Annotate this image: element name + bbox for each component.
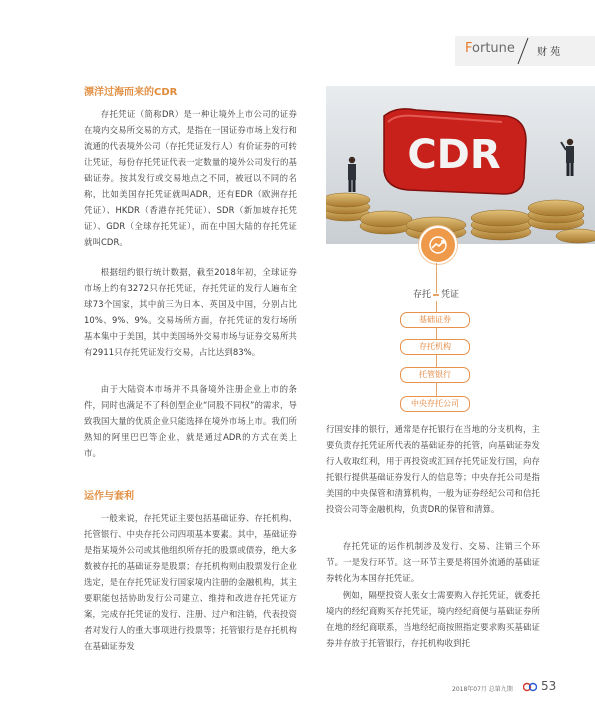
diagram-item-depositary: 存托机构 (400, 339, 470, 355)
trend-chart-icon (428, 235, 448, 255)
paragraph-mechanism: 存托凭证的运作机制涉及发行、交易、注销三个环节。一是发行环节。这一环节主要是将国外流通的基础证券转化为本国存托凭证。 (326, 541, 540, 583)
dr-elements-diagram (326, 226, 540, 416)
paragraph-example: 例如，隔壁投资人张女士需要购入存托凭证，就委托境内的经纪商购买存托凭证，境内经纪商便与基础证券所在地的经纪商联系，当地经纪商按照指定要求购买基础证券并存放于托管银行，存托机构收到托 (326, 590, 540, 648)
diagram-label-part2: 凭证 (441, 290, 460, 300)
diagram-item-basic-securities: 基础证券 (400, 312, 470, 328)
diagram-circle-badge (419, 226, 457, 264)
paragraph-intro: 存托凭证（简称DR）是一种让境外上市公司的证券在境内交易所交易的方式，是指在一国证券市场上发行和流通的代表境外公司（存托凭证发行人）有价证券的可转让凭证，每份存托凭证代表一定数量的境外公司发行的基础证券。按其发行或交易地点之不同，被冠以不同的名称，比如美国存托凭证就叫ADR，还有EDR（欧洲存托凭证）、HKDR（香港存托凭证）、SDR（新加坡存托凭证）、GDR（全球存托凭证），而在中国大陆的存托凭证就叫CDR。 (84, 109, 297, 247)
section-title-cdr: 漂洋过海而来的CDR (84, 87, 178, 98)
footer-issue: 2018年07月 总第九期 (452, 686, 513, 693)
brand-initial: F (465, 41, 473, 56)
brand-name (465, 41, 515, 56)
cdr-sign-text: CDR (407, 132, 501, 178)
paragraph-adr: 由于大陆资本市场并不具备境外注册企业上市的条件，同时也满足不了科创型企业“同股不同权”的需求，导致我国大量的优质企业只能选择在境外市场上市。我们所熟知的阿里巴巴等企业，就是通过ADR的方式在美上市。 (84, 384, 297, 458)
label-separator (433, 294, 439, 296)
section-title-operation: 运作与套利 (84, 491, 134, 502)
brand-rest: ortune (472, 41, 515, 56)
magazine-logo-icon (523, 682, 537, 692)
diagram-item-custodian-bank: 托管银行 (400, 367, 470, 383)
diagram-label (409, 287, 463, 300)
divider-slash (517, 37, 529, 65)
cdr-coins-illustration (326, 86, 595, 244)
section-header (455, 36, 595, 66)
paragraph-elements-part1: 一般来说，存托凭证主要包括基础证券、存托机构、托管银行、中央存托公司四项基本要素。其中，基础证券是指某境外公司或其他组织所存托的股票或债券，绝大多数被存托的基础证券是股票；存托机构则由股票发行企业选定，是在存托凭证发行国家境内注册的金融机构，其主要职能包括协助发行公司建立、维持和改进存托凭证方案，完成存托凭证的发行、注册、过户和注销，代表投资者对发行人的重大事项进行投票等；托管银行是存托机构在基础证券发 (84, 513, 297, 651)
diagram-label-part1: 存托 (412, 290, 431, 300)
cdr-photo (326, 86, 595, 244)
section-name: 财 苑 (537, 47, 561, 58)
paragraph-elements-part2: 行国安排的银行，通常是存托银行在当地的分支机构，主要负责存托凭证所代表的基础证券的托管，向基础证券发行人收取红利，用于再投资或汇回存托凭证发行国，向存托银行提供基础证券发行人的信息等；中央存托公司是指美国的中央保管和清算机构，一般为证券经纪公司和信托投资公司等金融机构，负责DR的保管和清算。 (326, 424, 540, 514)
paragraph-stats: 根据纽约银行统计数据，截至2018年初，全球证券市场上约有3272只存托凭证，存托凭证的发行人遍布全球73个国家，其中前三为日本、英国及中国，分别占比10%、9%、9%。交易场所方面，存托凭证的发行场所基本集中于美国，其中美国场外交易市场与证券交易所共有2911只存托凭证发行交易，占比达到83%。 (84, 267, 297, 357)
page-number: 53 (541, 679, 557, 693)
diagram-item-central-depository: 中央存托公司 (400, 396, 470, 412)
